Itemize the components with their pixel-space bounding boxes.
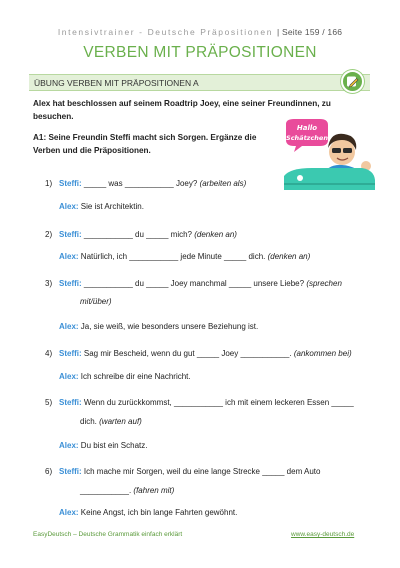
alex-line <box>59 441 147 450</box>
sentence: Keine Angst, ich bin lange Fahrten gewöhnt. <box>78 508 238 517</box>
speaker-alex: Alex: <box>59 202 79 211</box>
verb-hint: (arbeiten als) <box>199 179 247 188</box>
alex-line <box>59 508 237 517</box>
sentence: Du bist ein Schatz. <box>78 441 148 450</box>
verb-hint: (sprechen <box>306 279 342 288</box>
steffi-line <box>59 349 352 358</box>
speech-bubble <box>286 119 328 152</box>
verb-hint: (ankommen bei) <box>293 349 352 358</box>
car-icon <box>284 168 375 190</box>
task-instruction: A1: Seine Freundin Steffi macht sich Sorgen. Ergänze die Verben und die Präpositionen. <box>33 133 257 155</box>
steffi-line <box>59 230 237 239</box>
speaker-steffi: Steffi: <box>59 279 82 288</box>
speaker-alex: Alex: <box>59 252 79 261</box>
speaker-alex: Alex: <box>59 508 79 517</box>
speaker-steffi: Steffi: <box>59 398 82 407</box>
footer-brand: EasyDeutsch – Deutsche Grammatik einfach erklärt <box>33 531 183 538</box>
speaker-steffi: Steffi: <box>59 230 82 239</box>
sentence: Ich schreibe dir eine Nachricht. <box>78 372 191 381</box>
alex-line <box>59 322 258 331</box>
item-number: 5) <box>45 398 53 407</box>
sentence: Sie ist Architektin. <box>78 202 144 211</box>
alex-line <box>59 202 144 211</box>
speaker-steffi: Steffi: <box>59 179 82 188</box>
item-number: 1) <box>45 179 53 188</box>
item-number: 2) <box>45 230 53 239</box>
speaker-steffi: Steffi: <box>59 349 82 358</box>
pencil-icon <box>341 70 364 93</box>
verb-hint: (denken an) <box>267 252 311 261</box>
steffi-line-cont <box>80 486 174 495</box>
steffi-line-cont <box>80 297 112 306</box>
sentence: _____ was ___________ Joey? <box>81 179 198 188</box>
bubble-text-1: Hallo <box>296 124 318 132</box>
sentence: Ich mache mir Sorgen, weil du eine lange Strecke _____ dem Auto <box>81 467 321 476</box>
item-number: 4) <box>45 349 53 358</box>
sentence: Ja, sie weiß, wie besonders unsere Beziehung ist. <box>78 322 259 331</box>
alex-line <box>59 372 191 381</box>
speaker-alex: Alex: <box>59 322 79 331</box>
sentence: dich. <box>80 417 97 426</box>
page-number: Seite 159 / 166 <box>281 27 343 37</box>
verb-hint: mit/über) <box>80 297 112 306</box>
intro-text: Alex hat beschlossen auf seinem Roadtrip Joey, eine seiner Freundinnen, zu besuchen. <box>33 99 331 121</box>
sentence: Sag mir Bescheid, wenn du gut _____ Joey ___________. <box>81 349 292 358</box>
header-breadcrumb: Intensivtrainer - Deutsche Präpositionen <box>57 27 274 37</box>
speaker-alex: Alex: <box>59 441 79 450</box>
alex-line <box>59 252 310 261</box>
sentence: ___________. <box>80 486 132 495</box>
steffi-line <box>59 179 246 188</box>
steffi-line <box>59 279 342 288</box>
item-number: 6) <box>45 467 53 476</box>
steffi-line <box>59 398 354 407</box>
page-title: VERBEN MIT PRÄPOSITIONEN <box>83 44 317 61</box>
verb-hint: (warten auf) <box>99 417 142 426</box>
page-header: Intensivtrainer - Deutsche Präpositionen | Seite 159 / 166 <box>57 27 343 37</box>
speaker-steffi: Steffi: <box>59 467 82 476</box>
verb-hint: (fahren mit) <box>133 486 175 495</box>
sentence: Natürlich, ich ___________ jede Minute _____ dich. <box>78 252 266 261</box>
sentence: ___________ du _____ mich? <box>81 230 192 239</box>
speaker-alex: Alex: <box>59 372 79 381</box>
exercise-bar <box>29 74 370 91</box>
sentence: ___________ du _____ Joey manchmal _____ unsere Liebe? <box>81 279 305 288</box>
illustration <box>282 118 376 194</box>
bubble-text-2: Schätzchen <box>286 134 328 142</box>
exercise-label: ÜBUNG VERBEN MIT PRÄPOSITIONEN A <box>34 78 199 88</box>
item-number: 3) <box>45 279 53 288</box>
steffi-line-cont <box>80 417 142 426</box>
verb-hint: (denken an) <box>194 230 237 239</box>
footer-link[interactable]: www.easy-deutsch.de <box>291 531 355 538</box>
steffi-line <box>59 467 320 476</box>
sentence: Wenn du zurückkommst, ___________ ich mit einem leckeren Essen _____ <box>81 398 354 407</box>
